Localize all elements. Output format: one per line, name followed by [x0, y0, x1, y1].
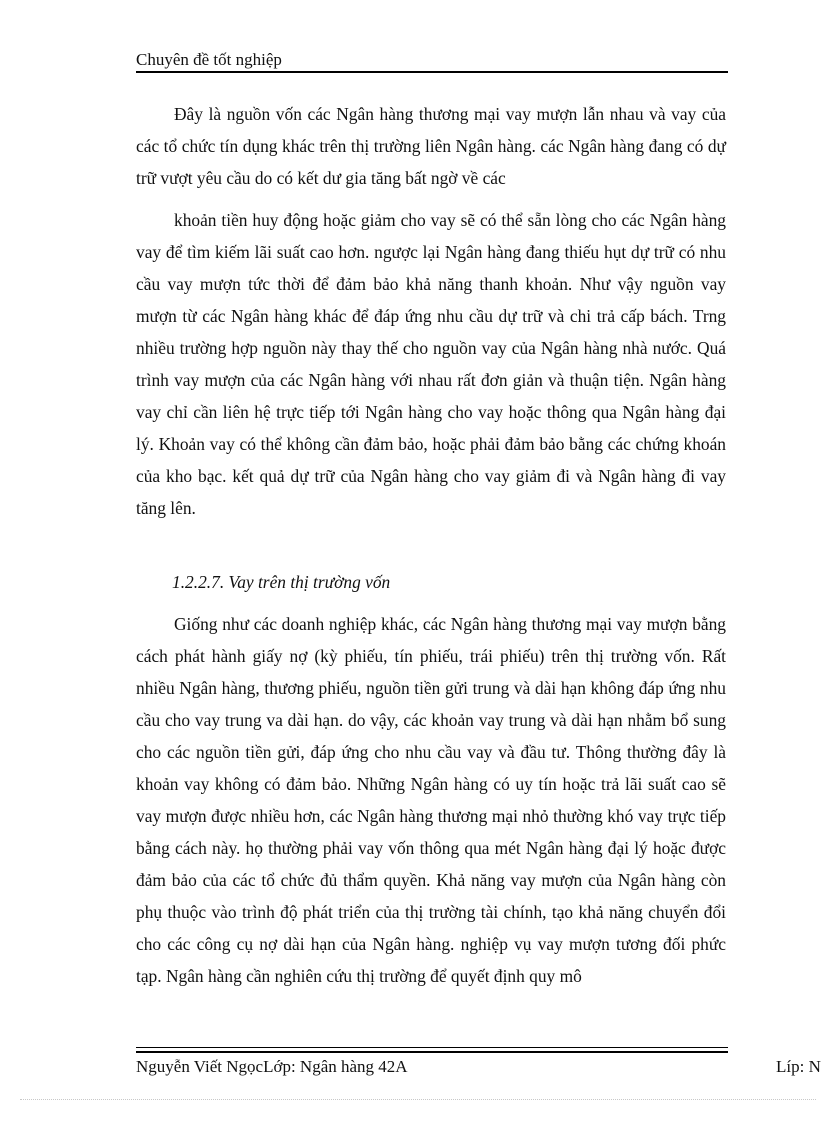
- footer-divider-thick: [136, 1051, 728, 1053]
- page-bottom-dotted-line: [20, 1099, 816, 1100]
- paragraph-interbank-continued: [136, 204, 726, 524]
- paragraph-text: Đây là nguồn vốn các Ngân hàng thương mại vay mượn lẫn nhau và vay của các tổ chức tín dụng khác trên thị trường liên Ngân hàng. các Ngân hàng đang có dự trữ vượt yêu cầu do có kết dư gia tăng bất ngờ về các: [136, 104, 726, 188]
- header-divider: [136, 71, 728, 73]
- section-heading: 1.2.2.7. Vay trên thị trường vốn: [172, 572, 391, 592]
- footer-author-class: Nguyễn Viết NgọcLớp: Ngân hàng 42A: [136, 1057, 408, 1076]
- paragraph-text: Giống như các doanh nghiệp khác, các Ngân hàng thương mại vay mượn bằng cách phát hành giấy nợ (kỳ phiếu, tín phiếu, trái phiếu) trên thị trường vốn. Rất nhiều Ngân hàng, thương phiếu, nguồn tiền gửi trung và dài hạn không đáp ứng nhu cầu cho vay trung va dài hạn. do vậy, các khoản vay trung và dài hạn nhằm bổ sung cho các nguồn tiền gửi, đáp ứng cho nhu cầu vay và đầu tư. Thông thường đây là khoản vay không có đảm bảo. Những Ngân hàng có uy tín hoặc trả lãi suất cao sẽ vay mượn được nhiều hơn, các Ngân hàng thương mại nhỏ thường khó vay trực tiếp bằng cách này. họ thường phải vay vốn thông qua mét Ngân hàng đại lý hoặc được đảm bảo của các tổ chức đủ thẩm quyền. Khả năng vay mượn của Ngân hàng còn phụ thuộc vào trình độ phát triển của thị trường tài chính, tạo khả năng chuyển đổi cho các công cụ nợ dài hạn của Ngân hàng. nghiệp vụ vay mượn tương đối phức tạp. Ngân hàng cần nghiên cứu thị trường để quyết định quy mô: [136, 614, 726, 986]
- footer-class-overflow: Líp: N: [776, 1057, 821, 1076]
- header-title: Chuyên đề tốt nghiệp: [136, 50, 282, 69]
- footer-divider-thin: [136, 1047, 728, 1048]
- paragraph-text: khoản tiền huy động hoặc giảm cho vay sẽ có thể sẵn lòng cho các Ngân hàng vay để tìm kiếm lãi suất cao hơn. ngược lại Ngân hàng đang thiếu hụt dự trữ có nhu cầu vay mượn tức thời để đảm bảo khả năng thanh khoản. Như vậy nguồn vay mượn từ các Ngân hàng khác để đáp ứng nhu cầu dự trữ và chi trả cấp bách. Trng nhiều trường hợp nguồn này thay thế cho nguồn vay của Ngân hàng nhà nước. Quá trình vay mượn của các Ngân hàng với nhau rất đơn giản và thuận tiện. Ngân hàng vay chỉ cần liên hệ trực tiếp tới Ngân hàng cho vay hoặc thông qua Ngân hàng đại lý. Khoản vay có thể không cần đảm bảo, hoặc phải đảm bảo bằng các chứng khoán của kho bạc. kết quả dự trữ của Ngân hàng cho vay giảm đi và Ngân hàng đi vay tăng lên.: [136, 210, 726, 518]
- paragraph-interbank: [136, 98, 726, 194]
- paragraph-capital-market: [136, 608, 726, 992]
